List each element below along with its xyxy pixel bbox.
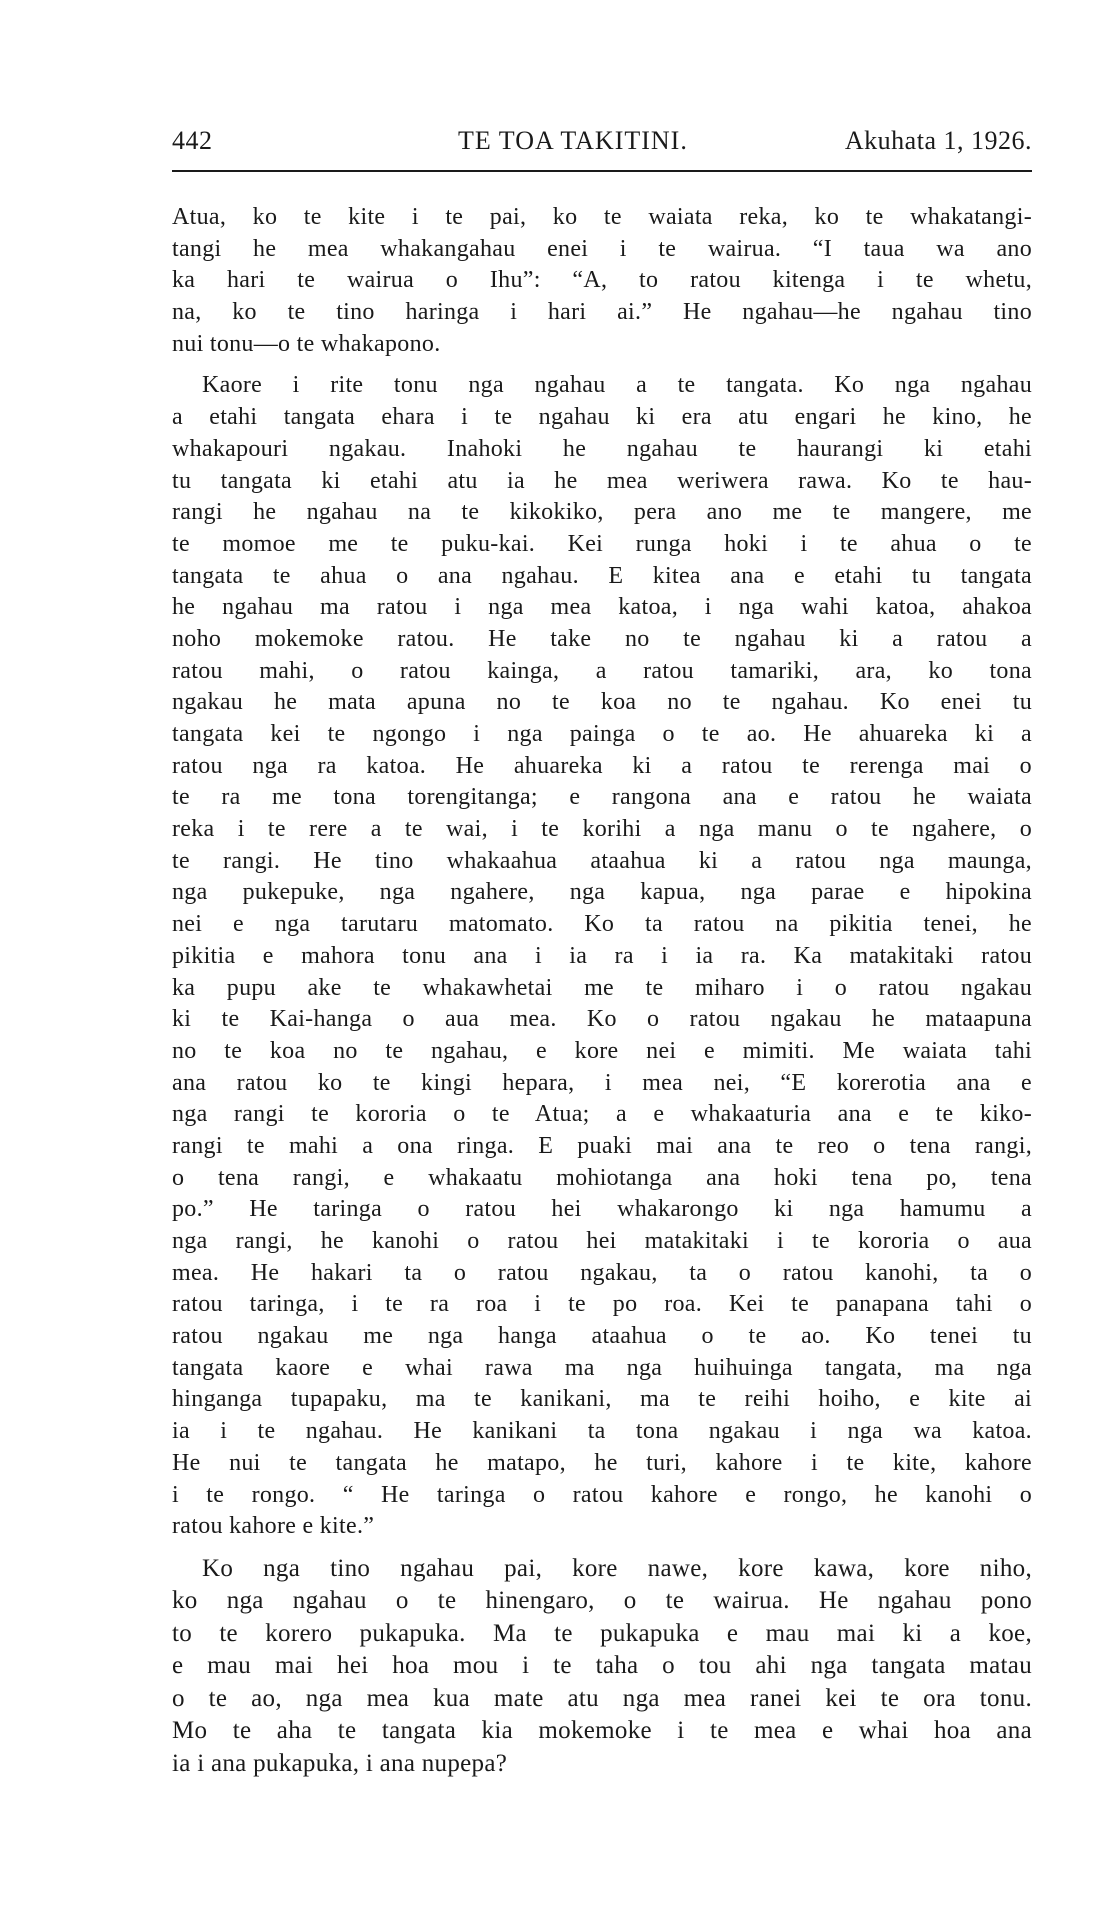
header-rule: [172, 170, 1032, 172]
text-line: na, ko te tino haringa i hari ai.” He ngahau—he ngahau tino: [172, 299, 1032, 326]
text-line: tu tangata ki etahi atu ia he mea weriwera rawa. Ko te hau-: [172, 467, 1032, 494]
text-line: tangata kaore e whai rawa ma nga huihuinga tangata, ma nga: [172, 1354, 1032, 1381]
text-line: o te ao, nga mea kua mate atu nga mea ranei kei te ora tonu.: [172, 1684, 1032, 1712]
text-line: i te rongo. “ He taringa o ratou kahore e rongo, he kanohi o: [172, 1481, 1032, 1508]
text-line: o tena rangi, e whakaatu mohiotanga ana hoki tena po, tena: [172, 1164, 1032, 1191]
text-line: ana ratou ko te kingi hepara, i mea nei, “E korerotia ana e: [172, 1069, 1032, 1096]
text-line: rangi te mahi a ona ringa. E puaki mai ana te reo o tena rangi,: [172, 1132, 1032, 1159]
text-line: he ngahau ma ratou i nga mea katoa, i nga wahi katoa, ahakoa: [172, 594, 1032, 621]
text-line: tangata kei te ngongo i nga painga o te ao. He ahuareka ki a: [172, 721, 1032, 747]
text-line: reka i te rere a te wai, i te korihi a nga manu o te ngahere, o: [172, 816, 1032, 843]
text-line: a etahi tangata ehara i te ngahau ki era atu engari he kino, he: [172, 404, 1032, 431]
text-line: te rangi. He tino whakaahua ataahua ki a ratou nga maunga,: [172, 847, 1032, 874]
paragraph-2: [172, 370, 1032, 1542]
text-line: po.” He taringa o ratou hei whakarongo ki nga hamumu a: [172, 1196, 1032, 1223]
text-line: nga rangi te kororia o te Atua; a e whakaaturia ana e te kiko-: [172, 1101, 1032, 1128]
text-line: ratou mahi, o ratou kainga, a ratou tamariki, ara, ko tona: [172, 657, 1032, 684]
paragraph-3: [172, 1553, 1032, 1781]
text-line: noho mokemoke ratou. He take no te ngahau ki a ratou a: [172, 625, 1032, 652]
text-line: e mau mai hei hoa mou i te taha o tou ahi nga tangata matau: [172, 1652, 1032, 1680]
text-line: ki te Kai-hanga o aua mea. Ko o ratou ngakau he mataapuna: [172, 1006, 1032, 1033]
issue-date: Akuhata 1, 1926.: [844, 126, 1032, 155]
text-line: ratou nga ra katoa. He ahuareka ki a ratou te rerenga mai o: [172, 752, 1032, 779]
text-line: ratou taringa, i te ra roa i te po roa. Kei te panapana tahi o: [172, 1291, 1032, 1318]
journal-title: TE TOA TAKITINI.: [458, 126, 688, 155]
text-line: ia i ana pukapuka, i ana nupepa?: [172, 1749, 508, 1777]
text-line: Mo te aha te tangata kia mokemoke i te mea e whai hoa ana: [172, 1717, 1032, 1745]
text-line: nei e nga tarutaru matomato. Ko ta ratou na pikitia tenei, he: [172, 911, 1032, 938]
article-body: [172, 202, 1032, 1780]
text-line: tangi he mea whakangahau enei i te wairua. “I taua wa ano: [172, 235, 1032, 262]
paragraph-1: [172, 202, 1032, 360]
text-line: nui tonu—o te whakapono.: [172, 330, 441, 357]
text-line: Atua, ko te kite i te pai, ko te waiata reka, ko te whakatangi-: [172, 204, 1032, 230]
text-line: pikitia e mahora tonu ana i ia ra i ia ra. Ka matakitaki ratou: [172, 942, 1032, 969]
text-line: to te korero pukapuka. Ma te pukapuka e mau mai ki a koe,: [172, 1619, 1032, 1647]
text-line: nga rangi, he kanohi o ratou hei matakitaki i te kororia o aua: [172, 1228, 1032, 1254]
text-line: ngakau he mata apuna no te koa no te ngahau. Ko enei tu: [172, 689, 1032, 716]
text-line: ia i te ngahau. He kanikani ta tona ngakau i nga wa katoa.: [172, 1418, 1032, 1445]
text-line: te ra me tona torengitanga; e rangona ana e ratou he waiata: [172, 784, 1032, 811]
text-line: ko nga ngahau o te hinengaro, o te wairua. He ngahau pono: [172, 1587, 1032, 1615]
text-line: He nui te tangata he matapo, he turi, kahore i te kite, kahore: [172, 1449, 1032, 1476]
page-number: 442: [172, 126, 213, 155]
text-line: ratou kahore e kite.”: [172, 1513, 375, 1540]
text-line: hinganga tupapaku, ma te kanikani, ma te reihi hoiho, e kite ai: [172, 1386, 1032, 1413]
text-line: mea. He hakari ta o ratou ngakau, ta o ratou kanohi, ta o: [172, 1259, 1032, 1286]
text-line: ka pupu ake te whakawhetai me te miharo i o ratou ngakau: [172, 974, 1032, 1001]
text-line: Kaore i rite tonu nga ngahau a te tangata. Ko nga ngahau: [202, 372, 1032, 399]
text-line: Ko nga tino ngahau pai, kore nawe, kore kawa, kore niho,: [202, 1554, 1032, 1582]
text-line: whakapouri ngakau. Inahoki he ngahau te haurangi ki etahi: [172, 435, 1032, 462]
text-line: ratou ngakau me nga hanga ataahua o te ao. Ko tenei tu: [172, 1323, 1032, 1350]
text-line: tangata te ahua o ana ngahau. E kitea ana e etahi tu tangata: [172, 562, 1032, 589]
text-line: nga pukepuke, nga ngahere, nga kapua, nga parae e hipokina: [172, 879, 1032, 906]
page-header: [172, 126, 1032, 166]
text-line: no te koa no te ngahau, e kore nei e mimiti. Me waiata tahi: [172, 1037, 1032, 1064]
text-line: te momoe me te puku-kai. Kei runga hoki i te ahua o te: [172, 530, 1032, 557]
text-line: rangi he ngahau na te kikokiko, pera ano me te mangere, me: [172, 499, 1032, 526]
text-line: ka hari te wairua o Ihu”: “A, to ratou kitenga i te whetu,: [172, 267, 1032, 294]
